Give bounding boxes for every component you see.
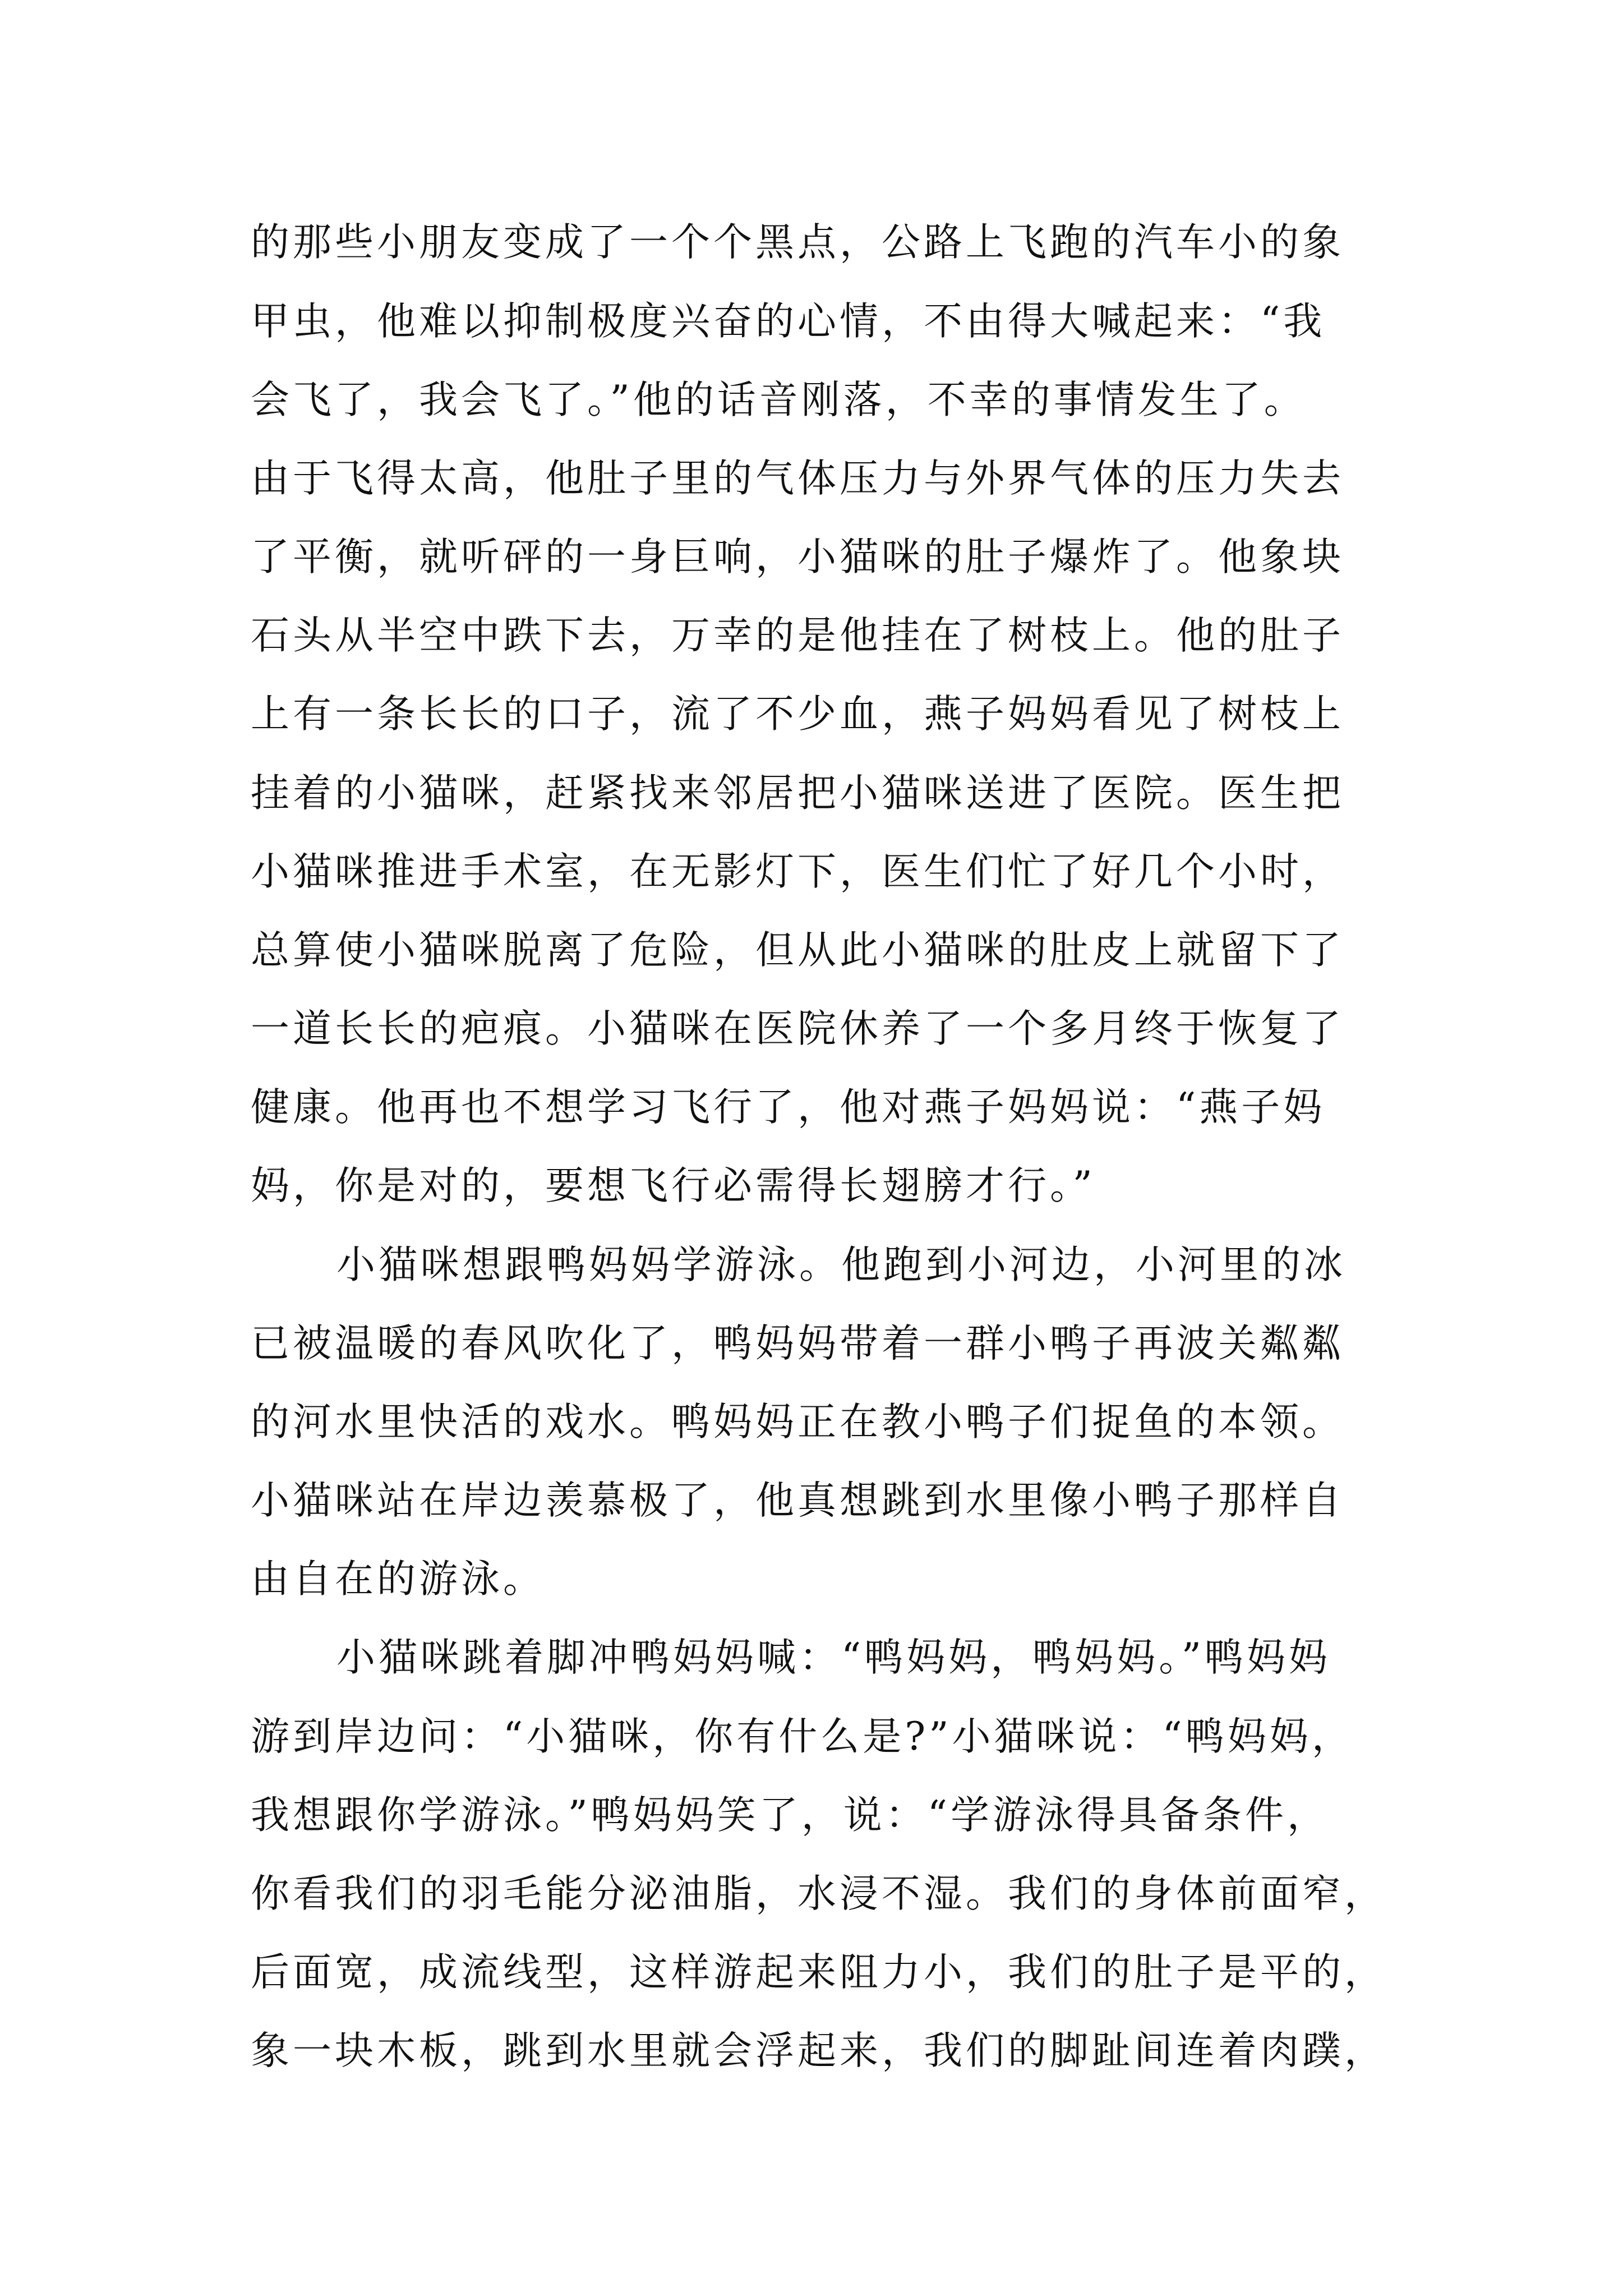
text-line: 总算使小猫咪脱离了危险，但从此小猫咪的肚皮上就留下了 xyxy=(251,928,1344,973)
text-line: 由自在的游泳。 xyxy=(251,1557,545,1602)
text-line: 甲虫，他难以抑制极度兴奋的心情，不由得大喊起来：“我 xyxy=(251,299,1326,344)
text-line: 游到岸边问：“小猫咪，你有什么是?”小猫咪说：“鸭妈妈， xyxy=(251,1714,1354,1759)
text-line: 已被温暖的春风吹化了，鸭妈妈带着一群小鸭子再波关粼粼 xyxy=(251,1321,1344,1366)
text-line: 小猫咪站在岸边羡慕极了，他真想跳到水里像小鸭子那样自 xyxy=(251,1478,1344,1523)
text-line: 的那些小朋友变成了一个个黑点，公路上飞跑的汽车小的象 xyxy=(251,220,1344,265)
text-line: 挂着的小猫咪，赶紧找来邻居把小猫咪送进了医院。医生把 xyxy=(251,771,1344,816)
text-line: 会飞了，我会飞了。”他的话音刚落，不幸的事情发生了。 xyxy=(251,378,1306,422)
text-line: 你看我们的羽毛能分泌油脂，水浸不湿。我们的身体前面窄， xyxy=(251,1871,1386,1916)
text-line: 的河水里快活的戏水。鸭妈妈正在教小鸭子们捉鱼的本领。 xyxy=(251,1400,1344,1444)
text-line: 小猫咪推进手术室，在无影灯下，医生们忙了好几个小时， xyxy=(251,849,1344,894)
text-line: 了平衡，就听砰的一身巨响，小猫咪的肚子爆炸了。他象块 xyxy=(251,535,1344,579)
text-line: 象一块木板，跳到水里就会浮起来，我们的脚趾间连着肉蹼， xyxy=(251,2028,1386,2073)
text-line: 妈，你是对的，要想飞行必需得长翅膀才行。” xyxy=(251,1163,1096,1208)
text-line: 石头从半空中跌下去，万幸的是他挂在了树枝上。他的肚子 xyxy=(251,613,1344,658)
paragraph-first-line: 小猫咪跳着脚冲鸭妈妈喊：“鸭妈妈，鸭妈妈。”鸭妈妈 xyxy=(336,1635,1331,1680)
text-line: 由于飞得太高，他肚子里的气体压力与外界气体的压力失去 xyxy=(251,456,1344,501)
text-line: 后面宽，成流线型，这样游起来阻力小，我们的肚子是平的， xyxy=(251,1950,1386,1995)
paragraph-first-line: 小猫咪想跟鸭妈妈学游泳。他跑到小河边，小河里的冰 xyxy=(336,1243,1346,1287)
text-line: 健康。他再也不想学习飞行了，他对燕子妈妈说：“燕子妈 xyxy=(251,1085,1326,1130)
text-line: 一道长长的疤痕。小猫咪在医院休养了一个多月终于恢复了 xyxy=(251,1006,1344,1051)
text-line: 上有一条长长的口子，流了不少血，燕子妈妈看见了树枝上 xyxy=(251,692,1344,737)
text-line: 我想跟你学游泳。”鸭妈妈笑了，说：“学游泳得具备条件， xyxy=(251,1793,1330,1838)
